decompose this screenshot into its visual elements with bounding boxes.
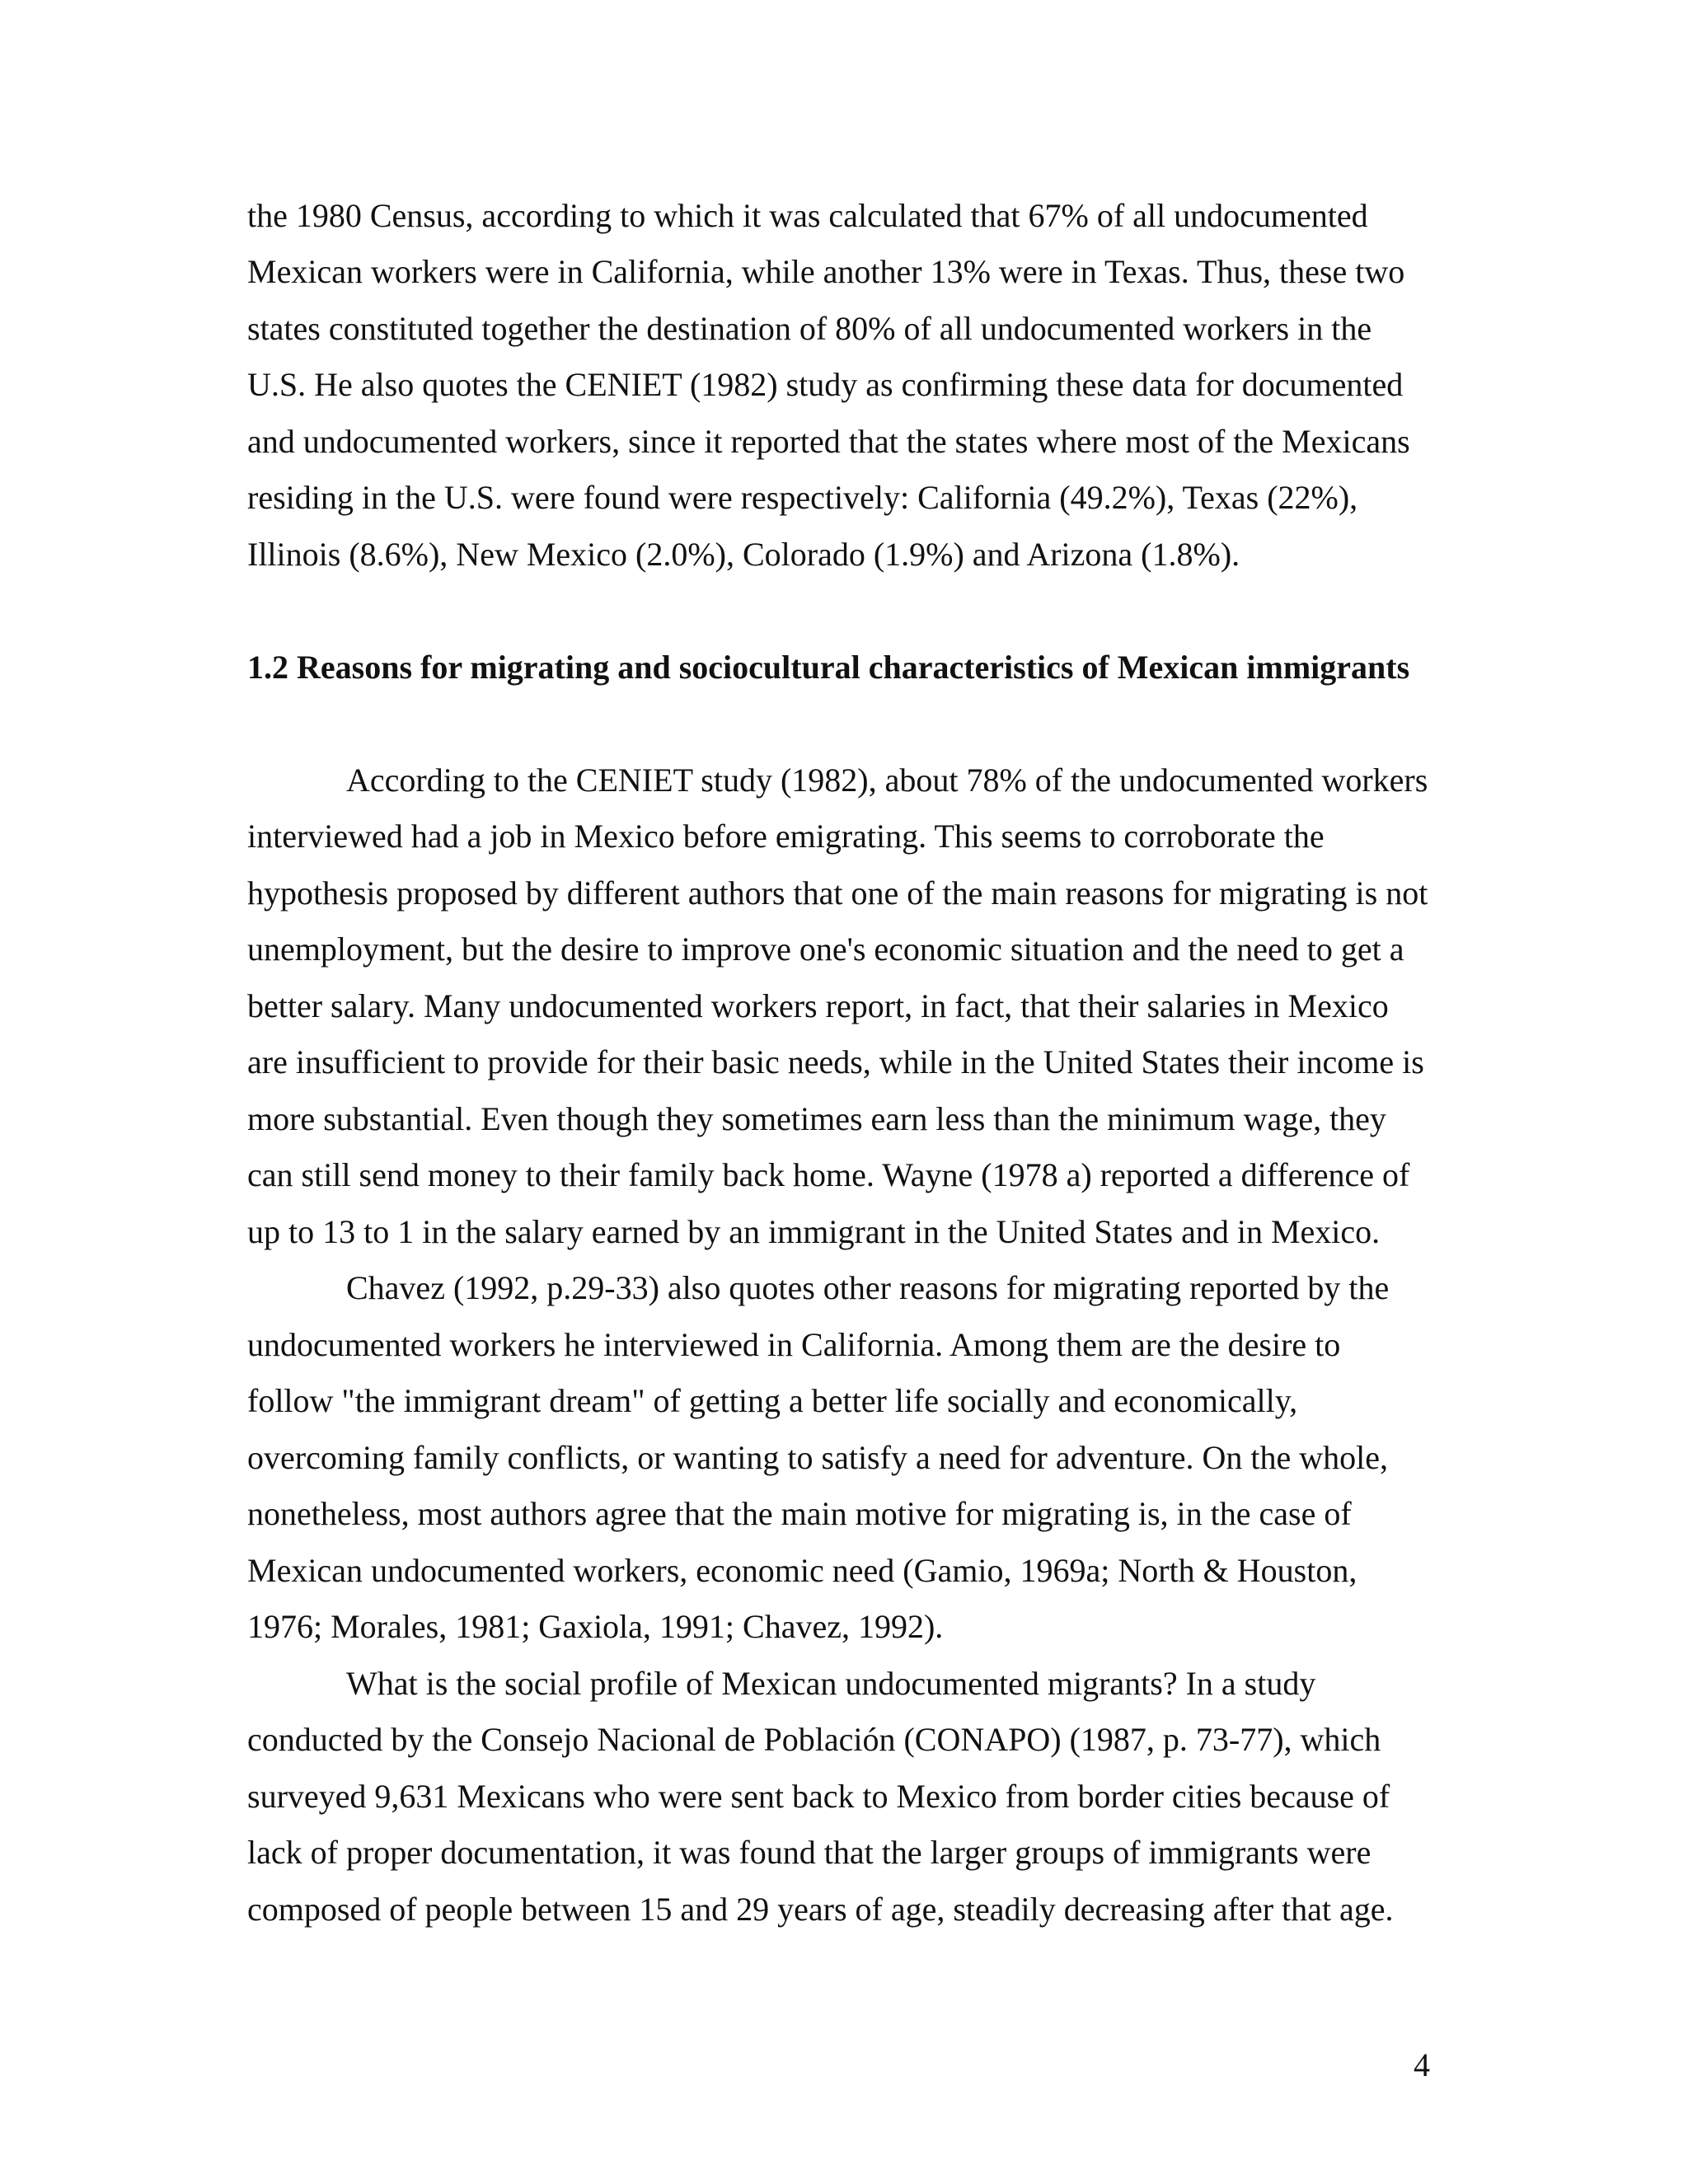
text-line: composed of people between 15 and 29 years of age, steadily decreasing after that age. [247,1891,1394,1928]
text-line: 1976; Morales, 1981; Gaxiola, 1991; Chavez, 1992). [247,1608,944,1645]
text-line: Illinois (8.6%), New Mexico (2.0%), Colorado (1.9%) and Arizona (1.8%). [247,536,1240,573]
text-line: the 1980 Census, according to which it was calculated that 67% of all undocumented [247,197,1368,234]
text-line: follow "the immigrant dream" of getting a better life socially and economically, [247,1382,1298,1419]
text-line: and undocumented workers, since it reported that the states where most of the Mexicans [247,423,1410,460]
text-line: unemployment, but the desire to improve one's economic situation and the need to get a [247,930,1404,968]
text-line: conducted by the Consejo Nacional de Población (CONAPO) (1987, p. 73-77), which [247,1721,1381,1758]
text-line: more substantial. Even though they sometimes earn less than the minimum wage, they [247,1100,1386,1137]
text-line: residing in the U.S. were found were respectively: California (49.2%), Texas (22%), [247,479,1358,516]
text-line: states constituted together the destination of 80% of all undocumented workers in the [247,310,1372,347]
text-line: According to the CENIET study (1982), about 78% of the undocumented workers [346,762,1428,799]
text-line: undocumented workers he interviewed in California. Among them are the desire to [247,1326,1341,1363]
text-line: up to 13 to 1 in the salary earned by an immigrant in the United States and in Mexico. [247,1213,1381,1250]
text-line: can still send money to their family back home. Wayne (1978 a) reported a difference of [247,1156,1410,1193]
text-line: Chavez (1992, p.29-33) also quotes other reasons for migrating reported by the [346,1269,1390,1306]
text-line: hypothesis proposed by different authors that one of the main reasons for migrating is not [247,874,1428,912]
text-line: Mexican undocumented workers, economic need (Gamio, 1969a; North & Houston, [247,1552,1357,1589]
text-line: U.S. He also quotes the CENIET (1982) study as confirming these data for documented [247,366,1404,403]
text-line: What is the social profile of Mexican undocumented migrants? In a study [346,1665,1316,1702]
text-line: better salary. Many undocumented workers report, in fact, that their salaries in Mexico [247,987,1389,1024]
section-heading: 1.2 Reasons for migrating and sociocultural characteristics of Mexican immigrants [247,649,1410,686]
page-number: 4 [1414,2046,1430,2083]
text-line: Mexican workers were in California, while another 13% were in Texas. Thus, these two [247,253,1405,290]
text-line: lack of proper documentation, it was found that the larger groups of immigrants were [247,1834,1372,1871]
text-line: overcoming family conflicts, or wanting to satisfy a need for adventure. On the whole, [247,1439,1389,1476]
text-line: surveyed 9,631 Mexicans who were sent back to Mexico from border cities because of [247,1778,1390,1815]
text-line: interviewed had a job in Mexico before emigrating. This seems to corroborate the [247,818,1325,855]
text-line: nonetheless, most authors agree that the main motive for migrating is, in the case of [247,1495,1352,1532]
text-line: are insufficient to provide for their basic needs, while in the United States their income is [247,1043,1424,1080]
